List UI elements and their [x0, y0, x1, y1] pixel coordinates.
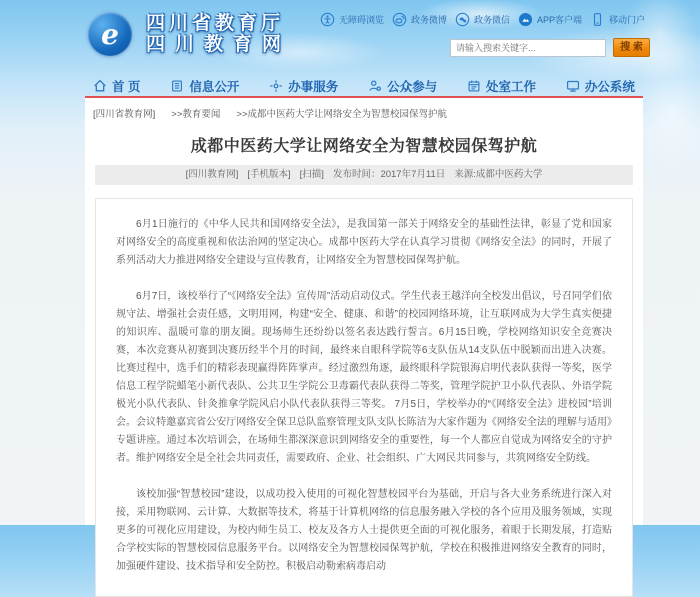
- quick-link-mobile[interactable]: [590, 12, 645, 27]
- nav-item-label: 首 页: [112, 80, 141, 94]
- search-input[interactable]: [450, 39, 606, 57]
- home-icon: [93, 79, 107, 93]
- nav-item-label: 办事服务: [288, 80, 339, 94]
- nav-item-label: 处室工作: [486, 80, 537, 94]
- quick-link-label: 政务微博: [410, 15, 447, 25]
- red-divider: [85, 96, 643, 98]
- content-panel: [85, 98, 643, 572]
- article-title: 成都中医药大学让网络安全为智慧校园保驾护航: [190, 138, 538, 155]
- nav-item-home[interactable]: [93, 77, 140, 95]
- site-brand[interactable]: [88, 12, 291, 56]
- breadcrumb-section[interactable]: >>教育要闻: [171, 109, 221, 120]
- nav-item-label: 公众参与: [387, 80, 438, 94]
- quick-links: [320, 12, 645, 27]
- quick-link-weibo[interactable]: [392, 12, 447, 27]
- quick-link-label: APP客户端: [536, 15, 582, 25]
- nav-item-label: 信息公开: [189, 80, 240, 94]
- meta-publish-time: 发布时间：2017年7月11日: [332, 169, 446, 180]
- meta-source: 来源:成都中医药大学: [454, 169, 543, 180]
- wechat-icon: [455, 12, 470, 27]
- main-nav: [85, 77, 643, 95]
- article-meta-bar: [95, 165, 633, 185]
- book-icon: [170, 79, 184, 93]
- article-paragraph-3: 该校加强“智慧校园”建设，以成功投入使用的可视化智慧校园平台为基础，开启与各大业务系统进行深入对接，采用物联网、云计算、大数据等技术，将基于计算机网络的信息服务融入学校的各个应用及服务领域，实现更多的可视化应用建设，为校内师生员工、校友及各方人士提供更全面的可视化服务，着眼于长期发展，打造贴合学校实际的智慧校园信息服务平台。以网络安全为智慧校园保驾护航，学校在积极推进网络安全教育的同时，加强硬件建设、技术指导和安全防控。积极启动勒索病毒启动: [116, 489, 612, 572]
- meta-channel-link[interactable]: [四川教育网]: [185, 169, 239, 180]
- meta-mobile-version-link[interactable]: [手机版本]: [247, 169, 291, 180]
- weibo-icon: [392, 12, 407, 27]
- breadcrumb-page: >>成都中医药大学让网络安全为智慧校园保驾护航: [236, 109, 447, 120]
- nav-item-office-system[interactable]: [566, 77, 635, 95]
- site-name-line1: 四川省教育厅: [146, 13, 285, 34]
- search-bar: [450, 38, 650, 57]
- calendar-icon: [467, 79, 481, 93]
- mobile-icon: [590, 12, 605, 27]
- accessibility-icon: [320, 12, 335, 27]
- site-name: [146, 13, 291, 55]
- person-icon: [368, 79, 382, 93]
- breadcrumb-site[interactable]: [四川省教育网]: [93, 109, 156, 120]
- search-button[interactable]: 搜 索: [613, 38, 650, 57]
- quick-link-accessibility[interactable]: [320, 12, 384, 27]
- nav-item-label: 办公系统: [584, 80, 635, 94]
- quick-link-app[interactable]: [518, 12, 582, 27]
- site-header: [0, 0, 700, 72]
- article-paragraph-2: 6月7日，该校举行了“《网络安全法》宣传周”活动启动仪式。学生代表王越洋向全校发出倡议，号召同学们依规守法、增强社会责任感，文明用网，构建“安全、健康、和谐”的校园网络环境，让互联网成为大学生真实便捷的知识库、温暖可靠的朋友圈。现场师生还纷纷以签名表达践行誓言。6月15日晚，学校网络知识安全竞赛决赛，本次竞赛从初赛到决赛历经半个月的时间，最终来自眼科学院等6支队伍从14支队伍中脱颖而出进入决赛。比赛过程中，选手们的精彩表现赢得阵阵掌声。经过激烈角逐，最终眼科学院银海启明代表队获得一等奖，医学信息工程学院蜡笔小新代表队、公共卫生学院公卫毒霸代表队获得二等奖，管理学院护卫小队代表队、外语学院极光小队代表队、针灸推拿学院风启小队代表队获得三等奖。 7月5日，学校举办的“《网络安全法》进校园”培训会。会议特邀嘉宾省公安厅网络安全保卫总队监察管理支队支队长陈洁为大家作题为《网络安全法的理解与适用》专题讲座。通过本次培训会，在场师生都深深意识到网络安全的重要性，每一个人都应自觉成为网络安全的守护者。维护网络安全是全社会共同责任，需要政府、企业、社会组织、广大网民共同参与，共筑网络安全防线。: [116, 291, 612, 464]
- logo-letter: e: [101, 17, 119, 51]
- quick-link-label: 移动门户: [608, 15, 645, 25]
- quick-link-label: 政务微信: [473, 15, 510, 25]
- article-paragraph-1: 6月1日施行的《中华人民共和国网络安全法》，是我国第一部关于网络安全的基础性法律，彰显了党和国家对网络安全的高度重视和依法治网的坚定决心。成都中医药大学在认真学习贯彻《网络安全法》的同时，开展了系列活动大力推进网络安全建设与宣传教育，让网络安全为智慧校园保驾护航。: [116, 219, 612, 266]
- quick-link-wechat[interactable]: [455, 12, 510, 27]
- breadcrumb: [85, 98, 643, 122]
- meta-scan-link[interactable]: [扫描]: [299, 169, 324, 180]
- monitor-icon: [566, 79, 580, 93]
- compass-target-icon: [269, 79, 283, 93]
- nav-item-info-disclosure[interactable]: [170, 77, 239, 95]
- site-logo-icon: [88, 12, 132, 56]
- app-icon: [518, 12, 533, 27]
- nav-item-services[interactable]: [269, 77, 338, 95]
- quick-link-label: 无障碍浏览: [339, 15, 385, 25]
- article-body: [95, 198, 633, 597]
- site-name-line2: 四川教育网: [146, 34, 292, 55]
- nav-item-public-participation[interactable]: [368, 77, 437, 95]
- nav-item-office-work[interactable]: [467, 77, 536, 95]
